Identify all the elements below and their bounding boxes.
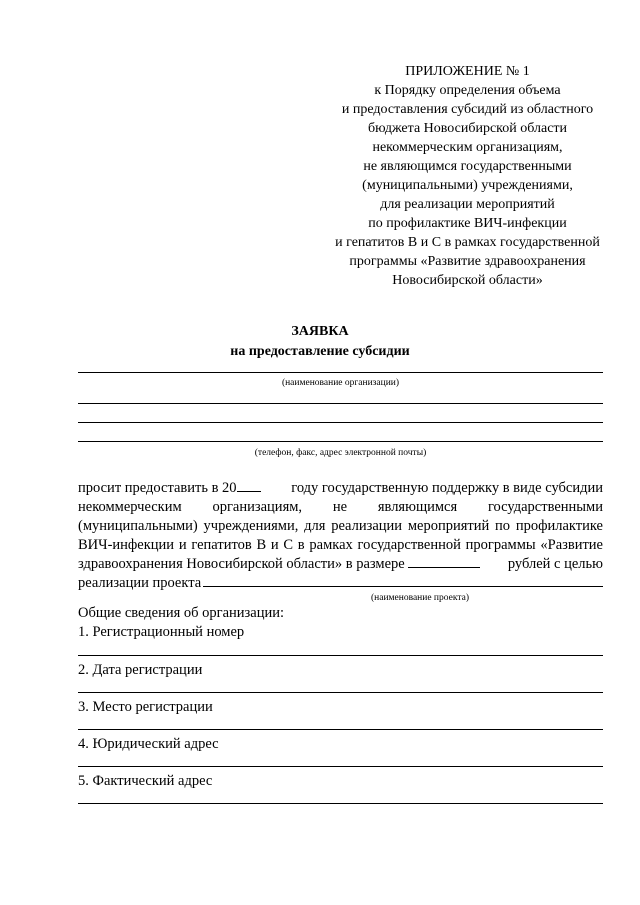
- appendix-line: и гепатитов В и С в рамках государственной: [335, 235, 600, 250]
- appendix-line: к Порядку определения объема: [374, 83, 561, 98]
- request-line-4: ВИЧ-инфекции и гепатитов В и С в рамках государственной программы «Развитие: [78, 537, 603, 553]
- project-name-caption: (наименование проекта): [370, 593, 469, 603]
- appendix-line: программы «Развитие здравоохранения: [349, 254, 586, 269]
- org-name-line[interactable]: [78, 372, 603, 373]
- request-word: не: [332, 499, 348, 515]
- request-year-prefix: просит предоставить в 20: [78, 480, 237, 496]
- org-name-caption: (наименование организации): [281, 378, 400, 388]
- contacts-caption: (телефон, факс, адрес электронной почты): [254, 448, 427, 458]
- request-word: организациям,: [212, 499, 303, 515]
- request-word: некоммерческим: [78, 499, 182, 515]
- appendix-line: и предоставления субсидий из областного: [341, 102, 594, 117]
- form-title-main: ЗАЯВКА: [291, 324, 349, 339]
- amount-field[interactable]: [408, 555, 480, 568]
- request-line-5: [78, 555, 603, 574]
- appendix-line: (муниципальными) учреждениями,: [362, 178, 573, 193]
- form-title: [0, 322, 640, 362]
- appendix-header: [315, 62, 620, 290]
- general-info-heading: Общие сведения об организации:: [78, 605, 285, 621]
- form-title-sub: на предоставление субсидии: [230, 344, 410, 359]
- field-actual-address-line[interactable]: [78, 803, 603, 804]
- contacts-line-2[interactable]: [78, 422, 603, 423]
- appendix-line: некоммерческим организациям,: [372, 140, 563, 155]
- appendix-line: ПРИЛОЖЕНИЕ № 1: [405, 64, 530, 79]
- field-registration-place-label: 3. Место регистрации: [78, 699, 213, 715]
- field-registration-date-label: 2. Дата регистрации: [78, 662, 203, 678]
- request-word: являющимся: [377, 499, 458, 515]
- request-word: государственными: [487, 499, 603, 515]
- request-paragraph: [78, 479, 603, 593]
- request-line-1: [78, 479, 603, 498]
- appendix-line: не являющимся государственными: [363, 159, 572, 174]
- request-line-2: [78, 498, 603, 517]
- appendix-line: Новосибирской области»: [392, 273, 543, 288]
- request-project-prefix: реализации проекта: [78, 575, 202, 591]
- contacts-line-3[interactable]: [78, 441, 603, 442]
- field-registration-number-line[interactable]: [78, 655, 603, 656]
- appendix-line: по профилактике ВИЧ-инфекции: [368, 216, 567, 231]
- appendix-line: бюджета Новосибирской области: [367, 121, 568, 136]
- request-line-6: [78, 574, 603, 593]
- year-field[interactable]: [237, 479, 261, 492]
- contacts-line-1[interactable]: [78, 403, 603, 404]
- field-legal-address-line[interactable]: [78, 766, 603, 767]
- field-registration-number-label: 1. Регистрационный номер: [78, 624, 245, 640]
- request-amount-suffix: рублей с целью: [507, 556, 603, 572]
- request-amount-prefix: здравоохранения Новосибирской области» в размере: [78, 556, 405, 572]
- request-year-suffix: году государственную поддержку в виде субсидии: [291, 480, 603, 496]
- project-name-field[interactable]: [203, 574, 603, 587]
- field-actual-address-label: 5. Фактический адрес: [78, 773, 213, 789]
- appendix-line: для реализации мероприятий: [380, 197, 555, 212]
- field-registration-place-line[interactable]: [78, 729, 603, 730]
- field-registration-date-line[interactable]: [78, 692, 603, 693]
- request-line-3: (муниципальными) учреждениями, для реализации мероприятий по профилактике: [78, 518, 603, 534]
- field-legal-address-label: 4. Юридический адрес: [78, 736, 219, 752]
